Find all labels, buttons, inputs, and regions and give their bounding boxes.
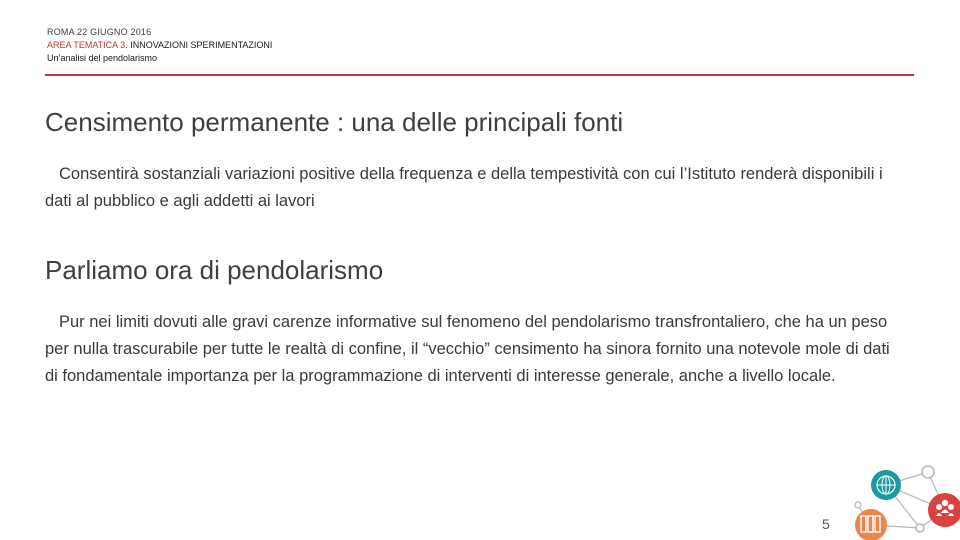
section-body-pendolarismo xyxy=(45,309,905,390)
network-decoration xyxy=(840,455,960,540)
area-prefix: AREA TEMATICA 3. xyxy=(47,40,128,50)
network-node-icon xyxy=(916,524,924,532)
section-body-censimento xyxy=(45,161,905,215)
books-icon xyxy=(855,509,887,540)
area-title: INNOVAZIONI SPERIMENTAZIONI xyxy=(130,40,273,50)
body-text: Pur nei limiti dovuti alle gravi carenze informative sul fenomeno del pendolarismo transfrontaliero, che ha un peso per nulla trascurabile per tutte le realtà di confine, il “vecchio” censimento ha sinora fornito una notevole mole di dati di fondamentale importanza per la programmazione di interventi di interesse generale, anche a livello locale. xyxy=(45,313,890,385)
network-node-icon xyxy=(855,502,861,508)
section-heading-censimento: Censimento permanente : una delle principali fonti xyxy=(45,107,624,137)
people-icon xyxy=(928,493,960,527)
header-divider xyxy=(45,74,914,76)
thematic-area xyxy=(47,39,272,52)
event-date: ROMA 22 GIUGNO 2016 xyxy=(47,27,152,37)
header-subtitle: Un’analisi del pendolarismo xyxy=(47,53,158,63)
page-number: 5 xyxy=(822,516,830,532)
slide-header xyxy=(47,26,272,65)
network-node-icon xyxy=(922,466,934,478)
globe-icon xyxy=(871,470,901,500)
body-text: Consentirà sostanziali variazioni positive della frequenza e della tempestività con cui l’Istituto renderà disponibili i dati al pubblico e agli addetti ai lavori xyxy=(45,165,883,210)
section-heading-pendolarismo: Parliamo ora di pendolarismo xyxy=(45,255,384,285)
